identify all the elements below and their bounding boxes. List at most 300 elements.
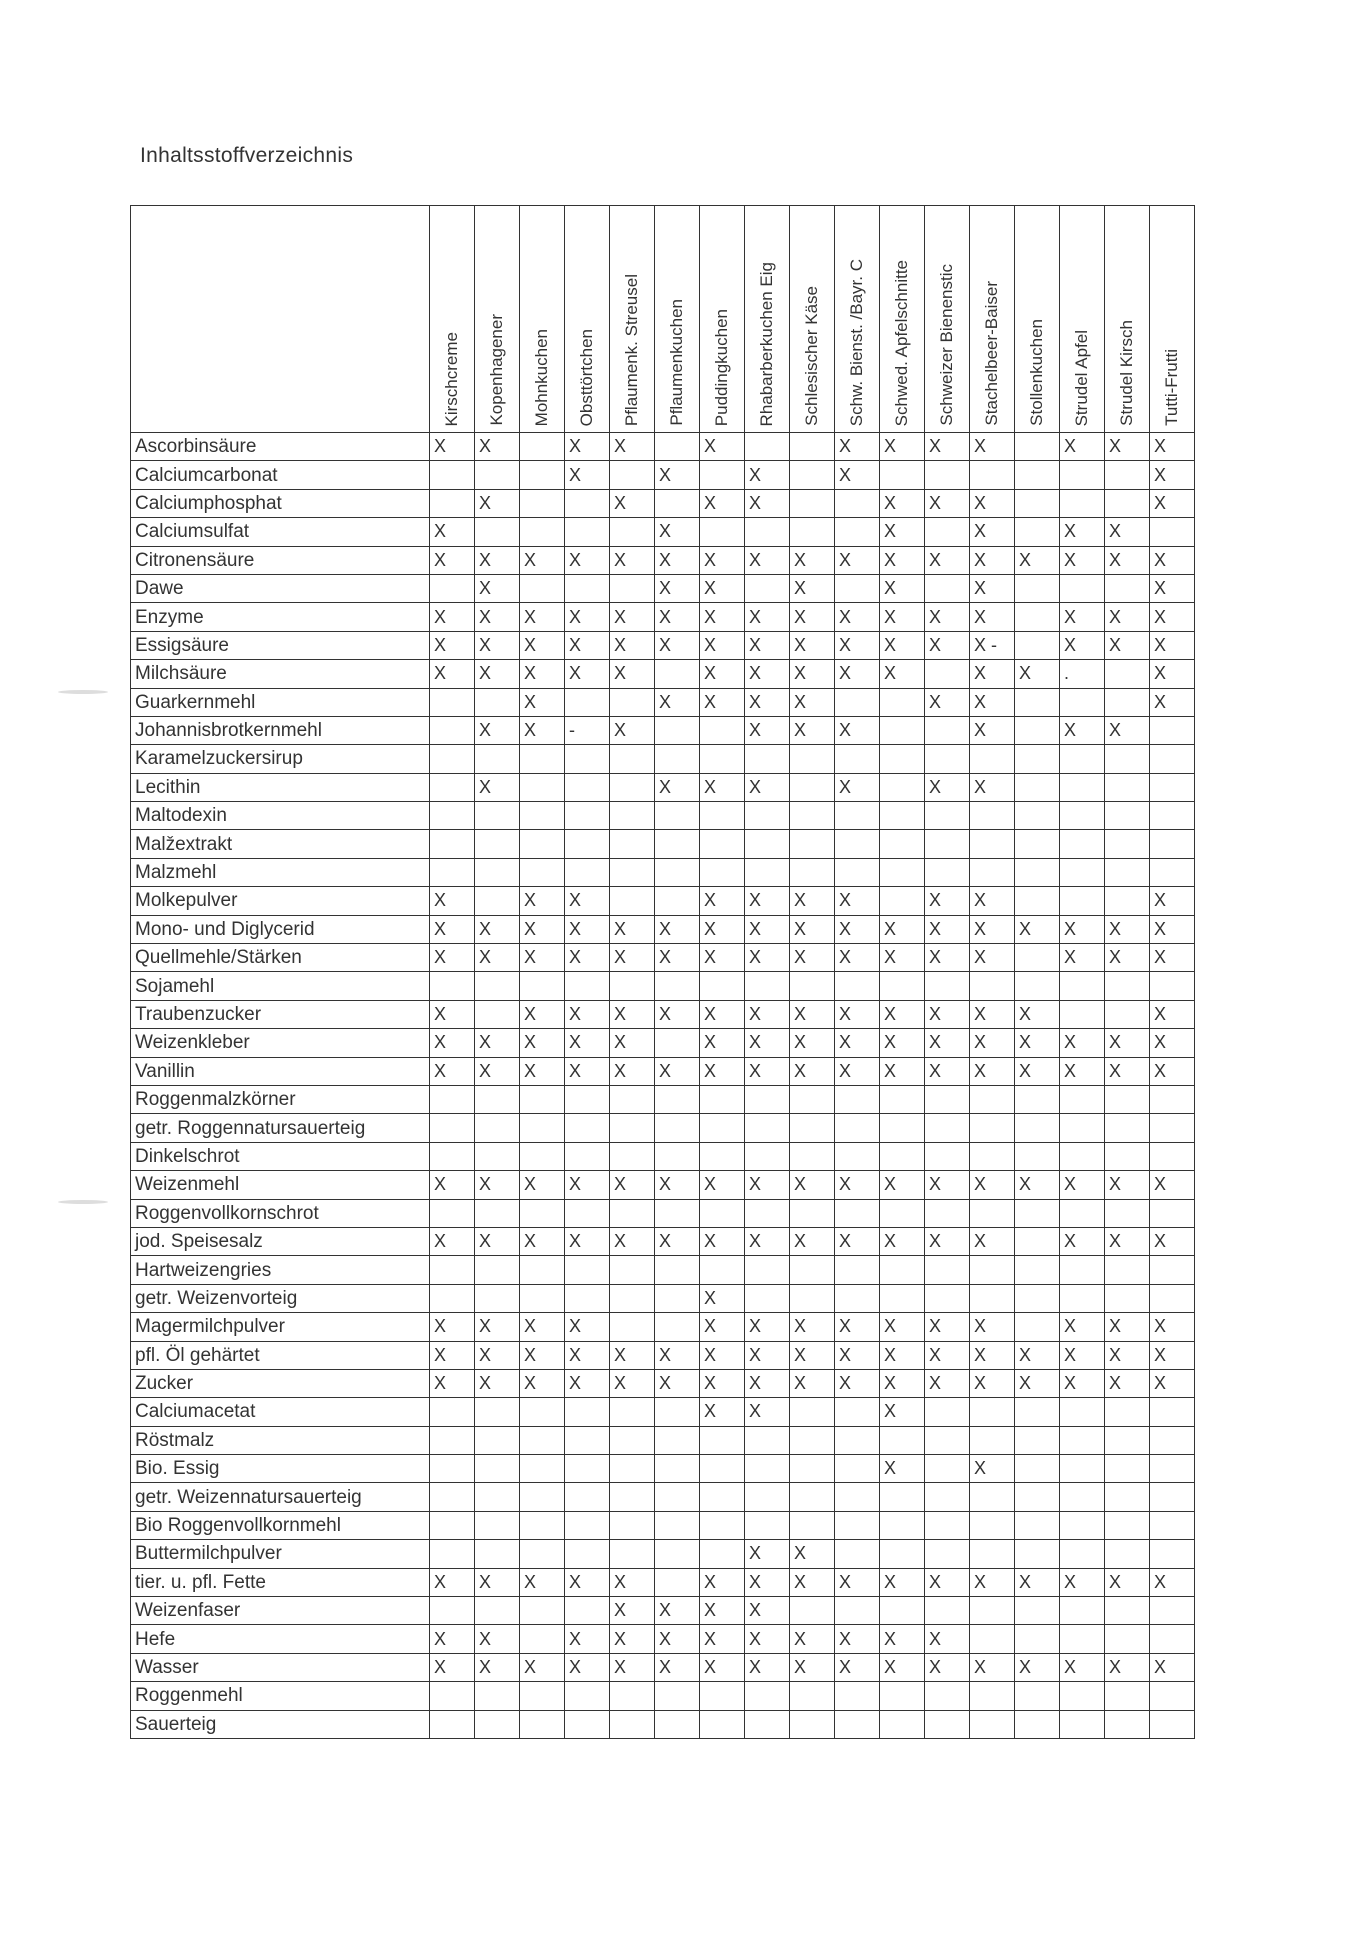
table-row [131,489,1195,517]
table-cell [1105,1710,1150,1738]
table-corner-cell [131,206,430,433]
table-cell: X [610,546,655,574]
table-row [131,1057,1195,1085]
table-row [131,660,1195,688]
table-cell [1150,1540,1195,1568]
table-cell: X [1060,1227,1105,1255]
table-cell [565,1710,610,1738]
table-cell [1060,1398,1105,1426]
table-cell [1105,745,1150,773]
table-cell: X [835,631,880,659]
table-cell: X [655,518,700,546]
table-cell: X [565,1625,610,1653]
table-cell [925,1597,970,1625]
table-cell: X [1015,546,1060,574]
table-cell [1150,1114,1195,1142]
table-cell [1105,858,1150,886]
table-cell [745,802,790,830]
column-header [880,206,925,433]
table-cell [565,802,610,830]
column-header-label: Kirschcreme [442,331,461,426]
row-label: Vanillin [131,1057,430,1085]
table-cell: X [565,887,610,915]
table-cell [1015,574,1060,602]
table-cell [430,830,475,858]
table-cell [1060,461,1105,489]
table-cell [925,1710,970,1738]
table-cell [1150,1483,1195,1511]
table-cell [655,1682,700,1710]
table-cell: X [880,1227,925,1255]
table-cell [700,1142,745,1170]
table-cell: X [835,603,880,631]
table-cell [745,1682,790,1710]
table-cell [790,1682,835,1710]
table-cell [430,688,475,716]
row-label: Karamelzuckersirup [131,745,430,773]
table-cell [655,1710,700,1738]
table-cell [835,1199,880,1227]
table-cell [970,745,1015,773]
table-cell [610,574,655,602]
table-cell [835,1256,880,1284]
table-cell: X [610,716,655,744]
table-cell [430,1142,475,1170]
table-cell [835,745,880,773]
table-cell: X [700,887,745,915]
table-cell [970,1483,1015,1511]
table-cell [835,1142,880,1170]
table-cell [565,1540,610,1568]
table-cell [430,972,475,1000]
table-cell [1015,972,1060,1000]
table-cell [1150,1597,1195,1625]
table-cell: X [430,1625,475,1653]
table-cell [1060,802,1105,830]
table-cell [880,461,925,489]
table-cell: X [970,1029,1015,1057]
table-cell [790,1114,835,1142]
table-cell: X [610,1625,655,1653]
table-cell: X [970,1653,1015,1681]
table-cell [700,518,745,546]
table-cell: X [1105,716,1150,744]
table-cell: X [520,915,565,943]
table-cell: X [970,688,1015,716]
table-cell [790,802,835,830]
row-label: Weizenmehl [131,1171,430,1199]
table-cell [655,745,700,773]
table-cell: X [610,1341,655,1369]
table-cell: X [1150,1057,1195,1085]
table-cell: X [745,944,790,972]
table-cell [700,858,745,886]
table-cell [925,858,970,886]
table-cell [1150,1284,1195,1312]
table-cell: X [1105,546,1150,574]
table-cell: X [790,1653,835,1681]
table-cell: X [520,944,565,972]
table-cell [655,1199,700,1227]
table-cell: X [970,716,1015,744]
table-cell [925,1284,970,1312]
table-cell [880,1085,925,1113]
column-header-label: Schwed. Apfelschnitte [892,259,911,426]
table-cell [1015,830,1060,858]
table-cell [430,1511,475,1539]
table-cell [970,1085,1015,1113]
table-cell: X [835,1057,880,1085]
table-header-row [131,206,1195,433]
table-cell: X [790,1227,835,1255]
table-cell [880,1426,925,1454]
column-header-label: Obsttörtchen [577,328,596,426]
table-cell: X [1015,1653,1060,1681]
table-cell [430,716,475,744]
table-cell: X [520,1227,565,1255]
row-label: Hefe [131,1625,430,1653]
table-cell [1105,660,1150,688]
table-cell: X [1150,1227,1195,1255]
row-label: Mono- und Diglycerid [131,915,430,943]
table-cell: X [880,1625,925,1653]
row-label: Quellmehle/Stärken [131,944,430,972]
table-cell [430,1483,475,1511]
table-cell [925,1398,970,1426]
table-cell [1015,461,1060,489]
table-cell [520,489,565,517]
table-cell: X [880,518,925,546]
table-row [131,1710,1195,1738]
column-header [565,206,610,433]
table-cell: X [745,688,790,716]
table-cell: X [745,1540,790,1568]
table-cell: X [1150,887,1195,915]
table-cell [835,518,880,546]
column-header-label: Strudel Apfel [1072,329,1091,426]
table-cell: X [745,1000,790,1028]
table-cell [430,1398,475,1426]
table-cell: X [880,1057,925,1085]
table-cell [430,1710,475,1738]
table-cell [835,1682,880,1710]
table-cell [1150,972,1195,1000]
table-cell [970,1398,1015,1426]
row-label: Calciumcarbonat [131,461,430,489]
table-cell [655,1085,700,1113]
table-cell [700,972,745,1000]
table-cell [655,1540,700,1568]
table-cell: X [520,1313,565,1341]
table-cell [565,1455,610,1483]
table-cell [1150,1710,1195,1738]
table-cell: X [835,944,880,972]
table-cell: X [1150,1568,1195,1596]
table-cell [835,688,880,716]
table-cell [565,1483,610,1511]
table-cell: X [1150,1369,1195,1397]
table-cell [835,858,880,886]
table-cell [565,1284,610,1312]
table-cell [700,1426,745,1454]
table-cell: X [745,1398,790,1426]
table-cell: X [475,574,520,602]
table-cell: X [700,1369,745,1397]
table-cell: X [700,603,745,631]
table-cell: X [610,631,655,659]
table-row [131,546,1195,574]
table-cell [835,1511,880,1539]
table-cell [1150,1511,1195,1539]
table-cell: X [565,433,610,461]
table-row [131,1511,1195,1539]
table-cell: X [520,660,565,688]
table-cell [1015,1114,1060,1142]
table-cell [745,518,790,546]
table-cell: X [655,1000,700,1028]
table-cell [880,1511,925,1539]
table-cell [610,688,655,716]
table-cell: X [880,489,925,517]
table-cell: X [745,546,790,574]
table-cell: X [745,1625,790,1653]
table-cell: X [970,944,1015,972]
table-cell: X [1060,631,1105,659]
table-cell [1015,1142,1060,1170]
table-cell: X [565,603,610,631]
table-cell [835,1597,880,1625]
table-cell: X [475,944,520,972]
table-cell: X [745,915,790,943]
row-label: Malžextrakt [131,830,430,858]
table-cell [475,1710,520,1738]
row-label: Dawe [131,574,430,602]
row-label: Dinkelschrot [131,1142,430,1170]
table-cell [655,830,700,858]
table-cell: X [700,1597,745,1625]
table-cell [700,830,745,858]
table-cell [1150,1256,1195,1284]
table-cell [1015,1426,1060,1454]
table-row [131,1256,1195,1284]
table-cell [1105,1597,1150,1625]
table-cell [475,802,520,830]
table-cell [700,1682,745,1710]
table-cell: X [745,660,790,688]
table-cell [1060,489,1105,517]
table-cell [1150,716,1195,744]
table-cell: X [1150,1653,1195,1681]
table-cell: X [475,1568,520,1596]
column-header [430,206,475,433]
table-cell: X [970,1568,1015,1596]
table-cell [520,1597,565,1625]
table-row [131,603,1195,631]
table-cell [1015,1256,1060,1284]
table-cell [565,1199,610,1227]
table-cell: X [970,1455,1015,1483]
table-cell: X - [970,631,1015,659]
table-cell [925,1256,970,1284]
table-cell: X [700,1057,745,1085]
table-cell [880,1199,925,1227]
table-cell [1015,518,1060,546]
table-cell: X [925,1029,970,1057]
table-cell: X [1150,631,1195,659]
table-cell [475,1256,520,1284]
table-cell: X [565,461,610,489]
table-cell [790,745,835,773]
column-header [745,206,790,433]
table-row [131,1426,1195,1454]
table-cell [1015,1227,1060,1255]
column-header [970,206,1015,433]
table-cell [1105,574,1150,602]
table-cell [1105,1511,1150,1539]
table-cell [1150,1426,1195,1454]
table-cell: X [925,1171,970,1199]
table-cell [1105,1398,1150,1426]
table-cell: X [1060,915,1105,943]
table-cell [925,518,970,546]
table-cell [520,461,565,489]
table-cell [430,1540,475,1568]
table-cell: X [565,1568,610,1596]
table-row [131,518,1195,546]
table-cell [925,1511,970,1539]
table-cell [1060,1483,1105,1511]
table-cell [880,688,925,716]
table-cell: X [925,1568,970,1596]
table-row [131,1455,1195,1483]
table-cell: X [475,1029,520,1057]
table-cell [1060,1000,1105,1028]
table-cell: X [475,1653,520,1681]
table-cell: X [1150,489,1195,517]
table-cell: X [790,1341,835,1369]
table-cell: X [565,631,610,659]
table-cell [1060,574,1105,602]
table-cell [1015,433,1060,461]
table-cell [790,1199,835,1227]
table-cell [745,433,790,461]
row-label: Calciumphosphat [131,489,430,517]
table-cell [565,1597,610,1625]
table-cell [520,574,565,602]
table-cell: X [790,1171,835,1199]
table-cell [790,1455,835,1483]
table-row [131,1483,1195,1511]
table-cell: X [475,716,520,744]
table-cell [745,1199,790,1227]
table-cell [745,1114,790,1142]
table-cell [610,972,655,1000]
table-cell: X [655,688,700,716]
table-cell [1105,688,1150,716]
table-cell: X [880,1455,925,1483]
table-row [131,1540,1195,1568]
table-cell [970,1114,1015,1142]
table-cell [430,1085,475,1113]
table-cell: X [520,1000,565,1028]
table-cell [700,1455,745,1483]
table-cell: X [745,631,790,659]
table-cell: X [430,1000,475,1028]
column-header [925,206,970,433]
table-cell [1015,489,1060,517]
table-cell: X [880,603,925,631]
table-cell: X [880,1369,925,1397]
column-header [1150,206,1195,433]
table-cell [970,1682,1015,1710]
table-cell: X [430,433,475,461]
table-cell [655,1483,700,1511]
table-cell [1060,1710,1105,1738]
table-cell [700,461,745,489]
table-cell [1015,1625,1060,1653]
table-cell [925,1142,970,1170]
table-cell: X [1105,1171,1150,1199]
table-cell [790,489,835,517]
table-row [131,802,1195,830]
row-label: jod. Speisesalz [131,1227,430,1255]
table-cell: X [655,1171,700,1199]
table-cell [655,489,700,517]
table-cell [520,1483,565,1511]
table-cell [610,461,655,489]
table-cell [1105,461,1150,489]
table-cell: X [790,915,835,943]
table-cell: X [700,1029,745,1057]
row-label: Hartweizengries [131,1256,430,1284]
table-cell: X [745,603,790,631]
table-cell: X [790,1000,835,1028]
table-cell [745,1142,790,1170]
table-cell: X [880,433,925,461]
table-cell: X [430,1171,475,1199]
table-cell: X [880,660,925,688]
table-cell: X [610,433,655,461]
table-cell [1015,1597,1060,1625]
table-cell: X [475,1625,520,1653]
row-label: Citronensäure [131,546,430,574]
table-cell: X [565,1369,610,1397]
table-cell [835,1284,880,1312]
table-cell: X [1015,1000,1060,1028]
table-cell [970,1625,1015,1653]
row-label: Essigsäure [131,631,430,659]
table-cell: X [1015,1369,1060,1397]
table-cell: X [475,433,520,461]
table-cell [925,1483,970,1511]
table-cell: X [520,546,565,574]
table-cell [880,1142,925,1170]
table-cell [565,1426,610,1454]
table-cell: X [970,660,1015,688]
table-cell: X [565,1057,610,1085]
table-cell [835,1710,880,1738]
table-cell [1015,858,1060,886]
table-cell [790,1284,835,1312]
table-cell: X [1105,518,1150,546]
row-label: Sojamehl [131,972,430,1000]
table-cell [790,1085,835,1113]
table-cell [520,830,565,858]
table-cell: X [790,603,835,631]
table-row [131,1653,1195,1681]
table-cell: X [790,887,835,915]
table-cell: X [475,773,520,801]
